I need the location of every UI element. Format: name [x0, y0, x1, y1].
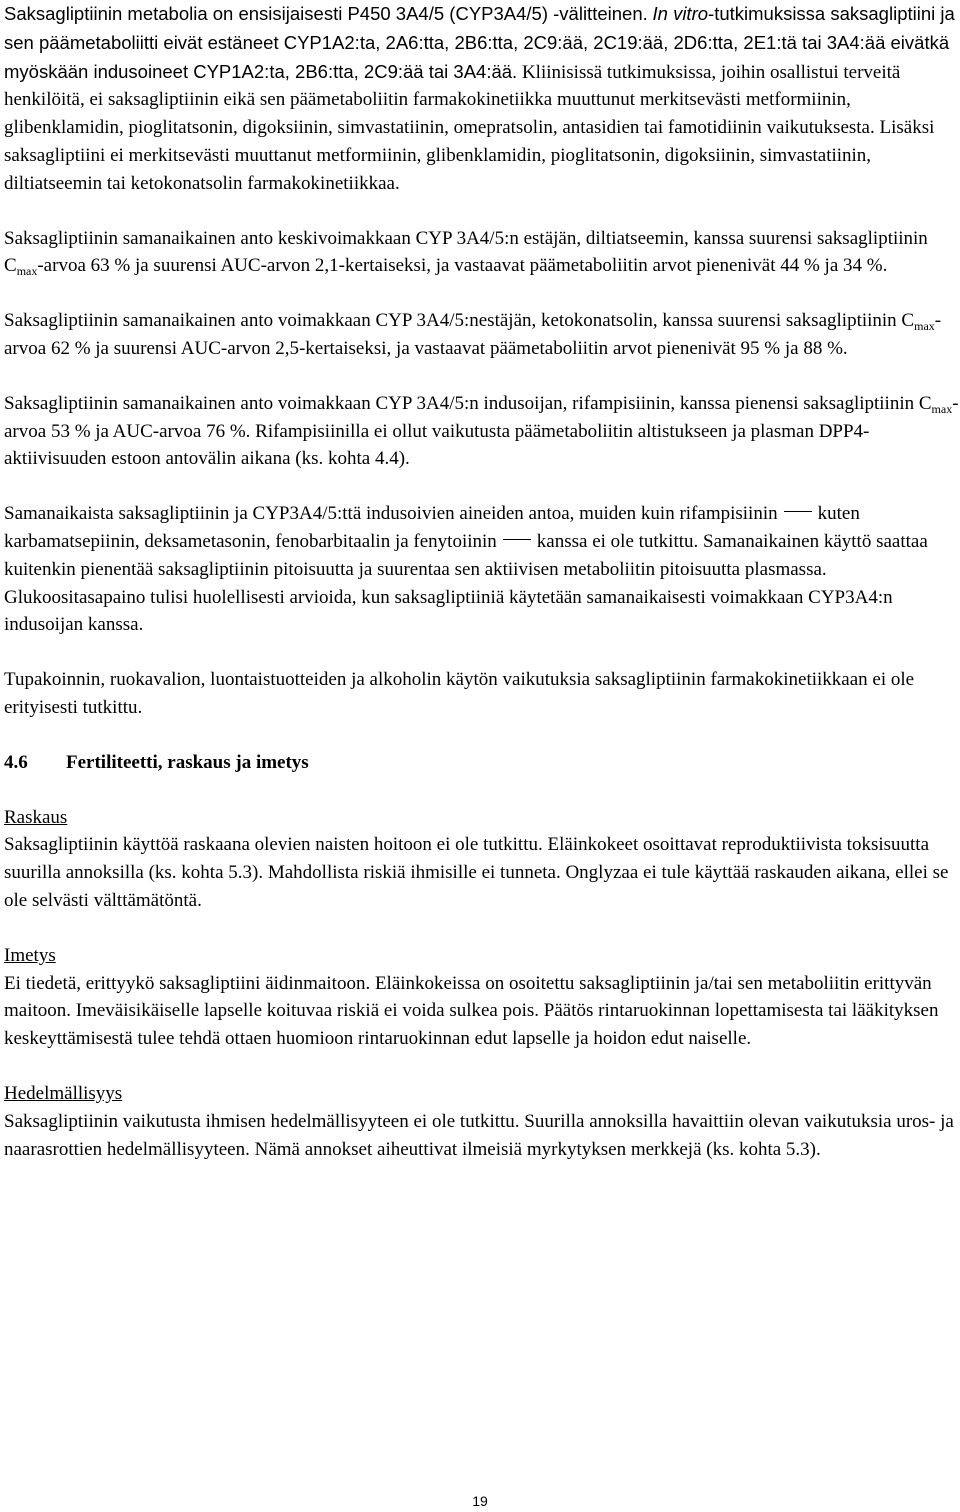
- rifampicin-text-a: Saksagliptiinin samanaikainen anto voimakkaan CYP 3A4/5:n indusoijan, rifampisiinin, kanssa pienensi saksagliptiinin C: [4, 392, 932, 414]
- fertility-section: [4, 1080, 959, 1163]
- breastfeeding-section: [4, 942, 959, 1053]
- fertility-text: Saksagliptiinin vaikutusta ihmisen hedelmällisyyteen ei ole tutkittu. Suurilla annoksilla havaittiin olevan vaikutuksia uros- ja naarasrottien hedelmällisyyteen. Nämä annokset aiheuttivat ilmeisiä myrkytyksen merkkejä (ks. kohta 5.3).: [4, 1110, 954, 1160]
- diltiazem-text-a: Saksagliptiinin samanaikainen anto keskivoimakkaan CYP 3A4/5:n estäjän, diltiatseemin, kanssa suurensi saksagliptiinin C: [4, 227, 928, 277]
- em-dash: [784, 511, 812, 512]
- document-page: [4, 0, 959, 1190]
- breastfeeding-text: Ei tiedetä, erittyykö saksagliptiini äidinmaitoon. Eläinkokeissa on osoitettu saksagliptiinin ja/tai sen metaboliitin erittyvän maitoon. Imeväisikäiselle lapselle koituvaa riskiä ei voida sulkea pois. Päätös rintaruokinnan lopettamisesta tai lääkityksen keskeyttämisestä tulee tehdä ottaen huomioon rintaruokinnan edut lapselle ja hoidon edut naiselle.: [4, 972, 939, 1050]
- page-number: 19: [472, 1493, 488, 1509]
- inducers-text-b: kuten karbamatsepiinin, deksametasonin, fenobarbitaalin ja fenytoiinin: [4, 503, 860, 552]
- rifampicin-text-b: -arvoa 53 % ja AUC-arvoa 76 %. Rifampisiinilla ei ollut vaikutusta päämetaboliitin altistukseen ja plasman DPP4-aktiivisuuden estoon antovälin aikana (ks. kohta 4.4).: [4, 392, 959, 470]
- pregnancy-text: Saksagliptiinin käyttöä raskaana olevien naisten hoitoon ei ole tutkittu. Eläinkokeet osoittavat reproduktiivista toksisuutta suurilla annoksilla (ks. kohta 5.3). Mahdollista riskiä ihmisille ei tunneta. Onglyzaa ei tule käyttää raskauden aikana, ellei se ole selvästi välttämätöntä.: [4, 834, 949, 911]
- fertility-heading: Hedelmällisyys: [4, 1082, 123, 1104]
- cmax-subscript: max: [914, 319, 935, 334]
- paragraph-metabolism: [4, 0, 959, 198]
- em-dash: [503, 539, 531, 540]
- ketoconazole-text-b: -arvoa 62 % ja suurensi AUC-arvon 2,5-kertaiseksi, ja vastaavat päämetaboliitin arvot pienenivät 95 % ja 88 %.: [4, 310, 942, 359]
- paragraph-inducers: [4, 500, 959, 639]
- metabolism-sentence-1: Saksagliptiinin metabolia on ensisijaisesti P450 3A4/5 (CYP3A4/5) -välitteinen.: [4, 3, 648, 24]
- cmax-subscript: max: [931, 401, 953, 416]
- inducers-text-c: kanssa ei ole tutkittu. Samanaikainen käyttö saattaa kuitenkin pienentää saksagliptiinin pitoisuutta ja suurentaa sen aktiivisen metaboliitin pitoisuutta plasmassa. Glukoositasapaino tulisi huolellisesti arvioida, kun saksagliptiiniä käytetään samanaikaisesti voimakkaan CYP3A4:n indusoijan kanssa.: [4, 530, 928, 636]
- clinical-studies-sentence: Kliinisissä tutkimuksissa, joihin osallistui terveitä henkilöitä, ei saksagliptiinin eikä sen päämetaboliitin farmakokinetiikka muuttunut merkitsevästi metformiinin, glibenklamidin, pioglitatsonin, digoksiinin, simvastatiinin, omepratsolin, antasidien tai famotidiinin vaikutuksesta.: [4, 61, 901, 139]
- diltiazem-text-b: -arvoa 63 % ja suurensi AUC-arvon 2,1-kertaiseksi, ja vastaavat päämetaboliitin arvot pienenivät 44 % ja 34 %.: [37, 255, 888, 277]
- additional-sentence: Lisäksi saksagliptiini ei merkitsevästi muuttanut metformiinin, glibenklamidin, pioglitatsonin, digoksiinin, simvastatiinin, diltiatseemin tai ketokonatsolin farmakokinetiikkaa.: [4, 117, 935, 194]
- paragraph-smoking-diet: Tupakoinnin, ruokavalion, luontaistuotteiden ja alkoholin käytön vaikutuksia saksagliptiinin farmakokinetiikkaan ei ole erityisesti tutkittu.: [4, 669, 915, 718]
- ketoconazole-text-a: Saksagliptiinin samanaikainen anto voimakkaan CYP 3A4/5:nestäjän, ketokonatsolin, kanssa suurensi saksagliptiinin C: [4, 310, 915, 332]
- section-heading: [4, 749, 959, 777]
- pregnancy-heading: Raskaus: [4, 806, 68, 828]
- inducers-text-a: Samanaikaista saksagliptiinin ja CYP3A4/5:ttä indusoivien aineiden antoa, muiden kuin rifampisiinin: [4, 503, 778, 525]
- breastfeeding-heading: Imetys: [4, 944, 56, 966]
- section-number: 4.6: [4, 751, 28, 773]
- paragraph-ketoconazole: [4, 307, 959, 363]
- pregnancy-section: [4, 804, 959, 915]
- in-vitro-italic: In vitro: [652, 3, 709, 24]
- cmax-subscript: max: [16, 264, 38, 279]
- paragraph-rifampicin: [4, 390, 959, 473]
- metabolism-sentence-2: -tutkimuksissa saksagliptiini ja sen päämetaboliitti eivät estäneet CYP1A2:ta, 2A6:tta, 2B6:tta, 2C9:ää, 2C19:ää, 2D6:tta, 2E1:tä tai 3A4:ää eivätkä myöskään indusoineet CYP1A2:ta, 2B6:tta, 2C9:ää tai 3A4:ää.: [4, 3, 955, 82]
- paragraph-diltiazem: [4, 225, 959, 281]
- section-title: Fertiliteetti, raskaus ja imetys: [66, 751, 309, 773]
